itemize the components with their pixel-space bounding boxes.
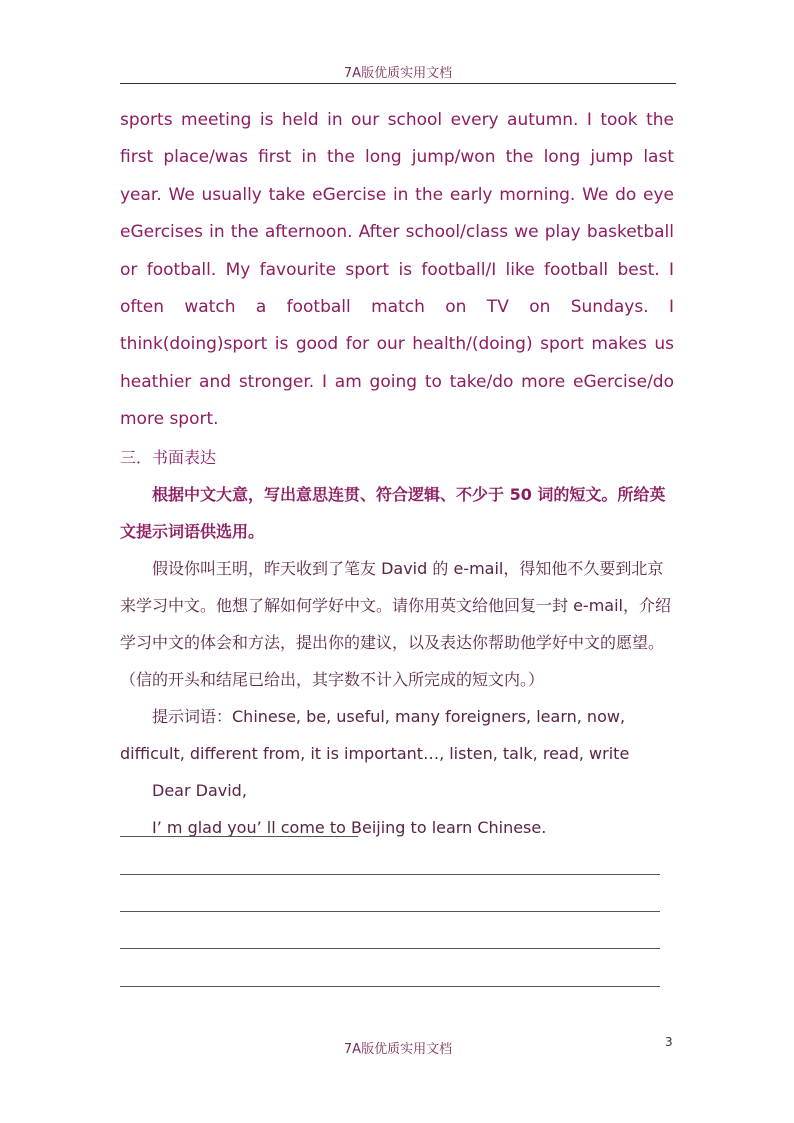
task-instruction: 根据中文大意，写出意思连贯、符合逻辑、不少于 50 词的短文。所给英文提示词语供选用。 <box>120 484 666 541</box>
task-prompt: 假设你叫王明，昨天收到了笔友 David 的 e-mail，得知他不久要到北京来学习中文。他想了解如何学好中文。请你用英文给他回复一封 e-mail，介绍学习中文的体会和方法，提出你的建议，以及表达你帮助他学好中文的愿望。（信的开头和结尾已给出，其字数不计入所完成的短文内。） <box>120 558 671 689</box>
answer-line[interactable] <box>120 986 660 987</box>
letter-opening: I’ m glad you’ ll come to Beijing to learn Chinese. <box>152 817 547 837</box>
page-footer: 7A版优质实用文档 <box>343 1042 453 1057</box>
answer-line[interactable] <box>120 948 660 949</box>
header-rule <box>120 83 676 84</box>
hint-words: 提示词语：Chinese, be, useful, many foreigners, learn, now, difficult, different from, it is important…, listen, talk, read, write <box>120 706 630 763</box>
section-title: 三．书面表达 <box>120 447 217 467</box>
page-number: 3 <box>665 1035 673 1049</box>
page-header: 7A版优质实用文档 <box>343 66 453 81</box>
model-essay-paragraph: sports meeting is held in our school every autumn. I took the first place/was first in the long jump/won the long jump last year. We usually take eGercise in the early morning. We do eye eGercises in the afternoon. After school/class we play basketball or football. My favourite sport is football/I like football best. I often watch a football match on TV on Sundays. I think(doing)sport is good for our health/(doing) sport makes us heathier and stronger. I am going to take/do more eGercise/do more sport. <box>120 110 674 430</box>
answer-line[interactable] <box>120 836 358 837</box>
page-body <box>120 102 674 846</box>
letter-salutation: Dear David, <box>152 780 247 800</box>
answer-line[interactable] <box>120 874 660 875</box>
answer-line[interactable] <box>120 911 660 912</box>
